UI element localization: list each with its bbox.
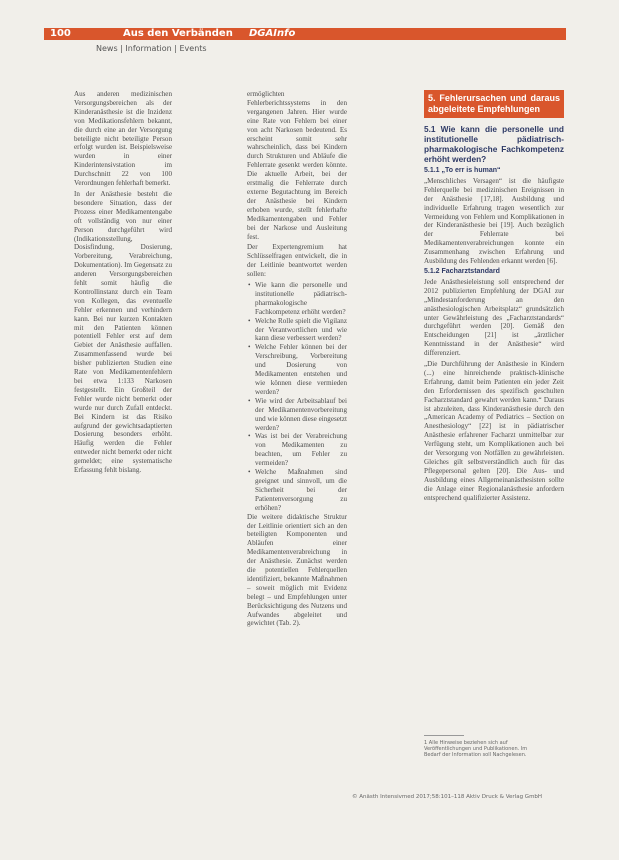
section-heading: 5. Fehlerursachen und daraus abgeleitete Empfehlungen xyxy=(424,90,564,118)
column-1 xyxy=(74,90,172,477)
key-questions-list xyxy=(255,281,347,513)
list-item: • Wie kann die personelle und institutionelle pädiatrisch-pharmakologische Fachkompetenz erhöht werden? xyxy=(255,281,347,317)
list-item: • Welche Rolle spielt die Vigilanz der Verantwortlichen und wie kann diese verbessert werden? xyxy=(255,317,347,344)
paragraph: Der Expertengremium hat Schlüsselfragen entwickelt, die in der Leitlinie beantwortet werden sollen: xyxy=(247,243,347,279)
paragraph: Jede Anästhesieleistung soll entsprechend der 2012 publizierten Empfehlung der DGAI zur „Mindestanforderung an den anästhesiologischen Arbeitsplatz“ grundsätzlich unter Gewährleistung des „Facharztstandards“ durchgeführt werden [20]. Gemäß den Entscheidungen [21] ist „ärztlicher Kenntnisstand in der Anästhesie“ wird differenziert. xyxy=(424,277,564,358)
subsection-heading: 5.1 Wie kann die personelle und institutionelle pädiatrisch-pharmakologische Fachkompetenz erhöht werden? xyxy=(424,124,564,164)
subsubsection-heading: 5.1.2 Facharztstandard xyxy=(424,267,500,275)
page-header-bar xyxy=(44,28,566,40)
subsubsection-heading: 5.1.1 „To err is human“ xyxy=(424,167,501,174)
page-footer: © Anästh Intensivmed 2017;58:101–118 Aktiv Druck & Verlag GmbH xyxy=(352,794,543,800)
paragraph: „Menschliches Versagen“ ist die häufigste Fehlerquelle bei medizinischen Ereignissen in der Anästhesie [17,18]. Ausbildung und individuelle Erfahrung tragen wesentlich zur Vermeidung von Fehlern und Komplikationen in der Kinderanästhesie bei [19]. Auch bezüglich der Fehlerrate bei Medikamentenverabreichungen konnte ein Zusammenhang zwischen Erfahrung und Ausbildung des Fehlenden erkannt werden [6]. xyxy=(424,176,564,266)
page-number: 100 xyxy=(50,28,71,39)
magazine-name: DGAInfo xyxy=(249,28,296,39)
list-item: • Welche Maßnahmen sind geeignet und sinnvoll, um die Sicherheit bei der Patientenversorgung zu erhöhen? xyxy=(255,468,347,513)
list-item: • Wie wird der Arbeitsablauf bei der Medikamentenvorbereitung und wie können diese eingesetzt werden? xyxy=(255,397,347,433)
column-2 xyxy=(247,90,347,630)
paragraph: Die weitere didaktische Struktur der Leitlinie orientiert sich an den beteiligten Komponenten und Abläufen einer Medikamentenverabreichung in der Anästhesie. Zunächst werden die potentiellen Fehlerquellen identifiziert, bekannte Maßnahmen – soweit möglich mit Evidenz belegt – und Empfehlungen unter Berücksichtigung des Nutzens und Aufwandes abgeleitet und gewichtet (Tab. 2). xyxy=(247,512,347,628)
paragraph: ermöglichten Fehlerberichtssystems in den vergangenen Jahren. Hier wurde eine Rate von Fehlern bei einer von acht Narkosen bedeutend. Es erscheint somit sehr wahrscheinlich, dass bei Kindern durch Strukturen und Abläufe die Fehlerrate gesenkt werden könnte. Die aktuelle Arbeit, bei der erstmalig die Fehlerrate durch externe Begutachtung im Bereich der Anästhesie bei Kindern erhoben wurde, stellt fehlerhafte Medikamentengaben und Fehler bei der Narkose und Ausleitung fest. xyxy=(247,90,347,241)
paragraph: Aus anderen medizinischen Versorgungsbereichen als der Kinderanästhesie ist die Inzidenz von Medikationsfehlern bekannt, die durch eine an der Versorgung beteiligte nicht beteiligte Person erfolgt wurden ist. Beispielsweise wurden in einer Kinderintensivstation im Durchschnitt 22 von 100 Verordnungen fehlerhaft bemerkt. xyxy=(74,90,172,188)
subnav: News | Information | Events xyxy=(96,44,207,53)
column-3 xyxy=(424,90,564,505)
paragraph: „Die Durchführung der Anästhesie in Kindern (...) eine hinreichende praktisch-klinische Erfahrung, damit beim Patienten ein jeder Zeit den Erfordernissen des spezifisch geschulten Facharztstandard gewahrt werden kann.“ Daraus ist abzuleiten, dass Kinderanästhesie durch den „American Academy of Pediatrics – Section on Anesthesiology“ [22] ist in pädiatrischer Anästhesie erfahrener Facharzt unmittelbar zur Verfügung steht, um Komplikationen auch bei der Versorgung von Notfällen zu gewährleisten. Gleiches gilt selbstverständlich auch für das Pflegepersonal gelten [20]. Die Aus- und Ausbildung eines Allgemeinanästhesisten sollte die Anlage einer Regionalanästhesie anfordern entsprechend qualifizierter Assistenz. xyxy=(424,360,564,502)
footnote: 1 Alle Hinweise beziehen sich auf Veröffentlichungen und Publikationen. Im Bedarf der Information soll Nachgelesen. xyxy=(424,740,528,758)
section-title: Aus den Verbänden xyxy=(123,28,233,39)
paragraph: In der Anästhesie besteht die besondere Situation, dass der Prozess einer Medikamentengabe oft vollständig von nur einer Person durchgeführt wird (Indikationsstellung, Dosisfindung, Dosierung, Vorbereitung, Verabreichung, Dokumentation). Im Gegensatz zu anderen Versorgungsbereichen fehlt somit häufig die Kontrollinstanz durch ein Team von Kollegen, das eventuelle Fehler erkennen und verhindern kann. Bei nur kurzen Kontakten mit den Patienten können potentiell Fehler erst auf dem Gebiet der Anästhesie auffallen. Zusammenfassend wurde bei bisher publizierten Studien eine Rate von Medikamentenfehlern bei etwa 1:133 Narkosen festgestellt. Ein Großteil der Fehler wurde nicht bemerkt oder wurde nur durch Zufall entdeckt. Bei Kindern ist das Risiko aufgrund der gewichtsadaptierten Dosierung besonders erhöht. Häufig werden die Fehler entweder nicht bemerkt oder nicht gemeldet; eine systematische Erfassung fehlt bislang. xyxy=(74,189,172,475)
list-item: • Was ist bei der Verabreichung von Medikamenten zu beachten, um Fehler zu vermeiden? xyxy=(255,432,347,468)
footnote-rule xyxy=(424,735,464,736)
list-item: • Welche Fehler können bei der Verschreibung, Vorbereitung und Dosierung von Medikamenten entstehen und wie können diese vermieden werden? xyxy=(255,343,347,396)
